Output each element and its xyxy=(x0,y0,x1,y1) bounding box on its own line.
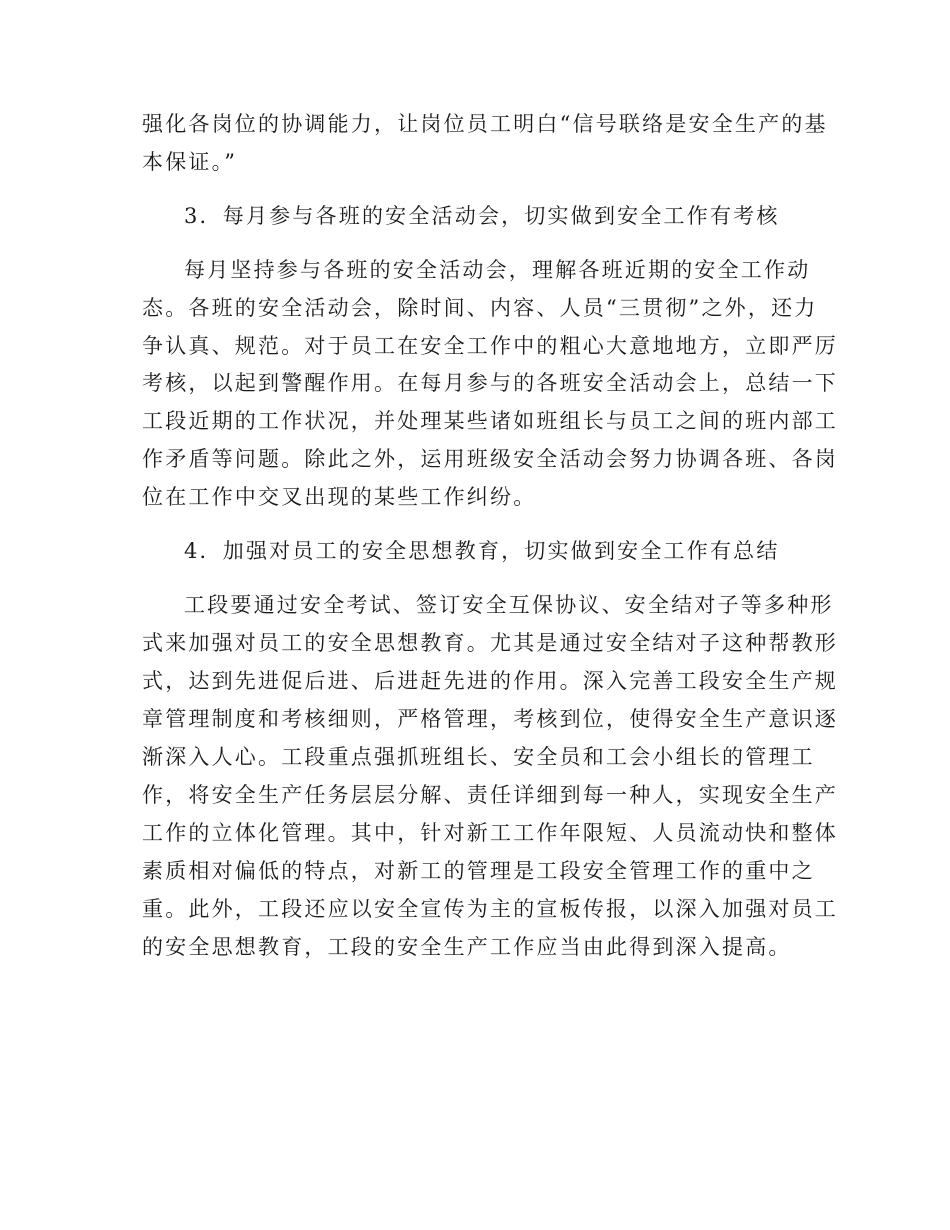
paragraph-line: 式，达到先进促后进、后进赶先进的作用。深入完善工段安全生产规 xyxy=(142,669,838,693)
paragraph-line: 态。各班的安全活动会，除时间、内容、人员“三贯彻”之外，还力 xyxy=(142,296,818,320)
section-heading-4: 4．加强对员工的安全思想教育，切实做到安全工作有总结 xyxy=(184,539,780,563)
paragraph-line: 渐深入人心。工段重点强抓班组长、安全员和工会小组长的管理工 xyxy=(142,745,815,769)
section-heading-3: 3．每月参与各班的安全活动会，切实做到安全工作有考核 xyxy=(184,204,780,228)
paragraph-line: 争认真、规范。对于员工在安全工作中的粗心大意地地方，立即严厉 xyxy=(142,334,838,358)
paragraph-line: 工段要通过安全考试、签订安全互保协议、安全结对子等多种形 xyxy=(184,593,834,617)
paragraph-line: 作，将安全生产任务层层分解、责任详细到每一种人，实现安全生产 xyxy=(142,783,838,807)
paragraph-line: 位在工作中交叉出现的某些工作纠纷。 xyxy=(142,485,537,509)
paragraph-line: 章管理制度和考核细则，严格管理，考核到位，使得安全生产意识逐 xyxy=(142,707,838,731)
paragraph-line: 工作的立体化管理。其中，针对新工工作年限短、人员流动快和整体 xyxy=(142,821,838,845)
paragraph-line: 素质相对偏低的特点，对新工的管理是工段安全管理工作的重中之 xyxy=(142,859,815,883)
paragraph-line: 本保证。” xyxy=(142,150,238,174)
paragraph-line: 每月坚持参与各班的安全活动会，理解各班近期的安全工作动 xyxy=(184,258,811,282)
paragraph-line: 重。此外，工段还应以安全宣传为主的宣板传报，以深入加强对员工 xyxy=(142,897,838,921)
paragraph-line: 的安全思想教育，工段的安全生产工作应当由此得到深入提高。 xyxy=(142,935,792,959)
paragraph-line: 作矛盾等问题。除此之外，运用班级安全活动会努力协调各班、各岗 xyxy=(142,447,838,471)
paragraph-line: 考核，以起到警醒作用。在每月参与的各班安全活动会上，总结一下 xyxy=(142,371,838,395)
paragraph-line: 式来加强对员工的安全思想教育。尤其是通过安全结对子这种帮教形 xyxy=(142,631,838,655)
paragraph-line: 强化各岗位的协调能力，让岗位员工明白“信号联络是安全生产的基 xyxy=(142,112,828,136)
paragraph-line: 工段近期的工作状况，并处理某些诸如班组长与员工之间的班内部工 xyxy=(142,409,838,433)
